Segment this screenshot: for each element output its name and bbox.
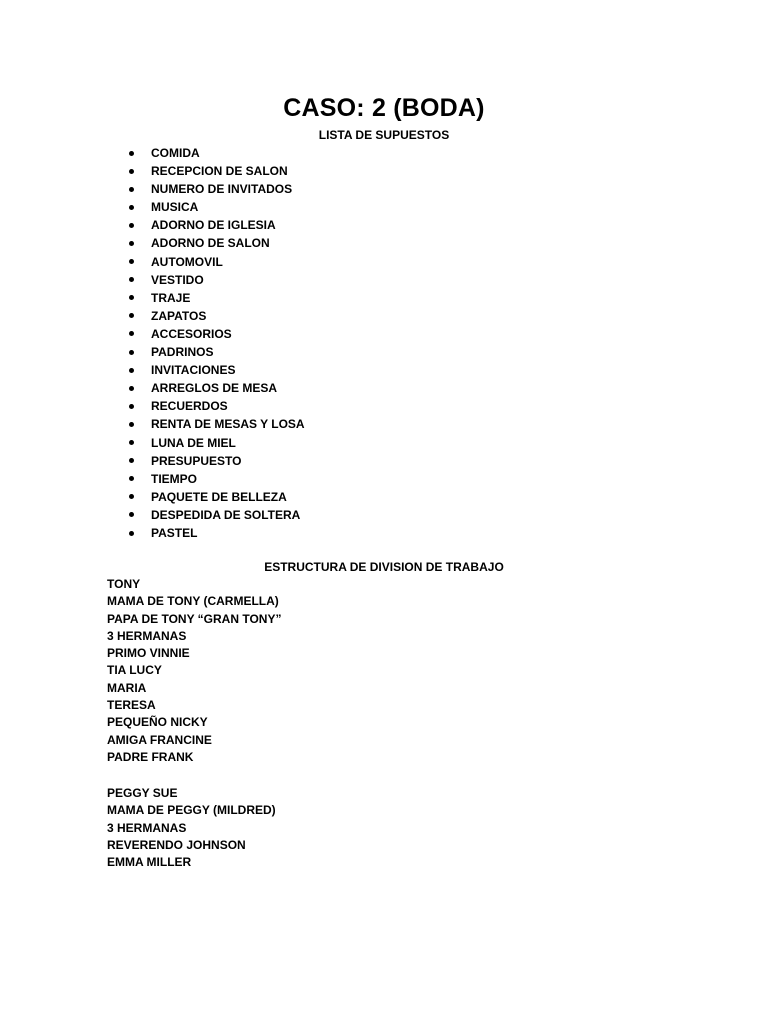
- list-item: [129, 524, 305, 542]
- list-item: PADRE FRANK: [107, 749, 194, 764]
- list-item: AMIGA FRANCINE: [107, 732, 212, 747]
- wbs-heading: ESTRUCTURA DE DIVISION DE TRABAJO: [264, 560, 504, 574]
- groom-side-list: [107, 576, 281, 766]
- list-item-text: PASTEL: [151, 525, 198, 540]
- assumptions-list: [129, 144, 305, 542]
- bullet-icon: [129, 476, 134, 481]
- bullet-icon: [129, 295, 134, 300]
- bullet-icon: [129, 223, 134, 228]
- list-item: [129, 325, 305, 343]
- bullet-icon: [129, 187, 134, 192]
- list-item: PAPA DE TONY “GRAN TONY”: [107, 611, 282, 626]
- bullet-icon: [129, 169, 134, 174]
- bullet-icon: [129, 277, 134, 282]
- bullet-icon: [129, 151, 134, 156]
- list-item-text: DESPEDIDA DE SOLTERA: [151, 507, 301, 522]
- list-item: [129, 253, 305, 271]
- bullet-icon: [129, 368, 134, 373]
- list-item: PEQUEÑO NICKY: [107, 715, 208, 730]
- list-item: [129, 506, 305, 524]
- list-item: [129, 234, 305, 252]
- list-item: [129, 198, 305, 216]
- list-item-text: RECUERDOS: [151, 399, 228, 414]
- list-item-text: PRESUPUESTO: [151, 453, 242, 468]
- list-item: MAMA DE TONY (CARMELLA): [107, 594, 279, 609]
- bullet-icon: [129, 350, 134, 355]
- bullet-icon: [129, 331, 134, 336]
- bullet-icon: [129, 404, 134, 409]
- list-item-text: NUMERO DE INVITADOS: [151, 182, 293, 197]
- list-item: MARIA: [107, 680, 147, 695]
- list-item-text: RENTA DE MESAS Y LOSA: [151, 417, 305, 432]
- list-item: [129, 289, 305, 307]
- list-item: TERESA: [107, 698, 156, 713]
- bullet-icon: [129, 531, 134, 536]
- list-item-text: ACCESORIOS: [151, 326, 232, 341]
- list-item: PEGGY SUE: [107, 786, 178, 800]
- list-item: [129, 307, 305, 325]
- bullet-icon: [129, 494, 134, 499]
- list-item: MAMA DE PEGGY (MILDRED): [107, 803, 276, 818]
- bullet-icon: [129, 458, 134, 463]
- bullet-icon: [129, 422, 134, 427]
- list-item: [129, 379, 305, 397]
- list-item: [129, 271, 305, 289]
- list-item: TIA LUCY: [107, 663, 162, 678]
- list-item-text: ADORNO DE IGLESIA: [151, 218, 276, 233]
- list-item: EMMA MILLER: [107, 855, 192, 870]
- list-item-text: TRAJE: [151, 290, 191, 305]
- assumptions-heading: LISTA DE SUPUESTOS: [318, 128, 450, 142]
- bullet-icon: [129, 313, 134, 318]
- list-item: [129, 434, 305, 452]
- list-item-text: COMIDA: [151, 146, 200, 160]
- bullet-icon: [129, 512, 134, 517]
- list-item-text: PADRINOS: [151, 345, 214, 360]
- list-item-text: TIEMPO: [151, 471, 198, 486]
- list-item: [129, 452, 305, 470]
- list-item-text: INVITACIONES: [151, 363, 236, 378]
- list-item-text: MUSICA: [151, 200, 199, 215]
- list-item-text: AUTOMOVIL: [151, 254, 223, 269]
- list-item: TONY: [107, 577, 141, 591]
- list-item-text: VESTIDO: [151, 272, 204, 287]
- list-item: [129, 470, 305, 488]
- list-item: [129, 144, 305, 162]
- list-item-text: ZAPATOS: [151, 308, 207, 323]
- list-item-text: PAQUETE DE BELLEZA: [151, 489, 287, 504]
- bullet-icon: [129, 259, 134, 264]
- list-item-text: ADORNO DE SALON: [151, 236, 270, 251]
- list-item-text: LUNA DE MIEL: [151, 435, 236, 450]
- list-item: [129, 180, 305, 198]
- bullet-icon: [129, 205, 134, 210]
- bullet-icon: [129, 440, 134, 445]
- list-item: [129, 216, 305, 234]
- list-item: 3 HERMANAS: [107, 820, 187, 835]
- list-item-text: RECEPCION DE SALON: [151, 164, 288, 179]
- bride-side-list: [107, 785, 276, 871]
- list-item: PRIMO VINNIE: [107, 646, 190, 661]
- list-item: 3 HERMANAS: [107, 628, 187, 643]
- list-item: [129, 488, 305, 506]
- bullet-icon: [129, 241, 134, 246]
- list-item: [129, 343, 305, 361]
- list-item: REVERENDO JOHNSON: [107, 837, 246, 852]
- list-item: [129, 397, 305, 415]
- bullet-icon: [129, 386, 134, 391]
- list-item: [129, 162, 305, 180]
- page-title: CASO: 2 (BODA): [283, 94, 485, 122]
- list-item: [129, 361, 305, 379]
- list-item-text: ARREGLOS DE MESA: [151, 381, 278, 396]
- list-item: [129, 415, 305, 433]
